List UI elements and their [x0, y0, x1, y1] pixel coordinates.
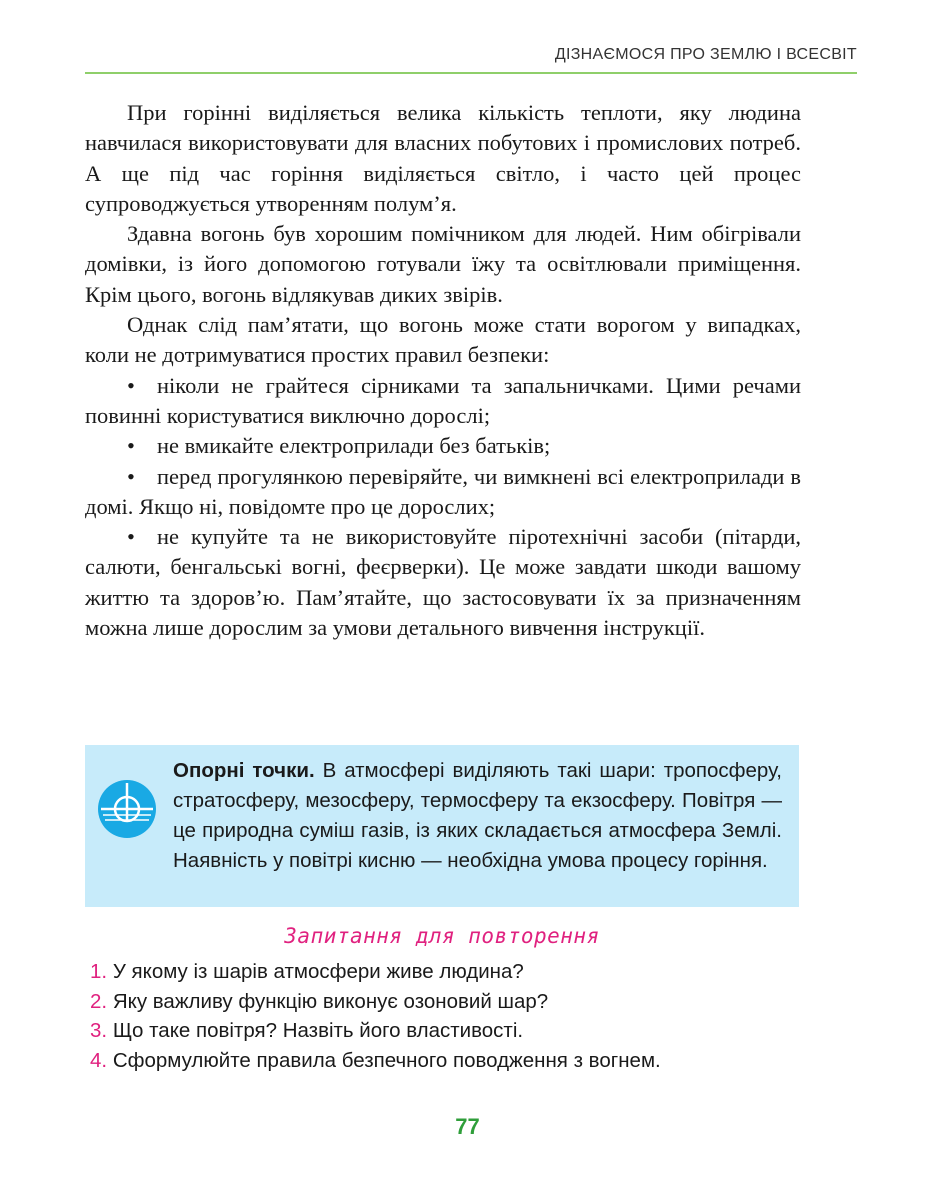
bullet-icon: •	[127, 433, 135, 459]
question-text: Що таке повітря? Назвіть його властивості.	[112, 1019, 524, 1042]
question-text: Яку важливу функцію виконує озоновий шар?	[112, 989, 549, 1013]
question-number: 3.	[90, 1019, 108, 1042]
bullet-icon: •	[127, 372, 135, 398]
question-text: Сформулюйте правила безпечного поводження з вогнем.	[112, 1048, 661, 1072]
question-number: 4.	[90, 1048, 108, 1072]
question-item	[90, 1016, 790, 1046]
safety-rule-item	[85, 462, 801, 523]
safety-rule-item	[85, 371, 801, 432]
safety-rule-text: не купуйте та не використовуйте піротехнічні засоби (пітарди, салюти, бенгальські вогні, феєрверки). Це може завдати шкоди вашому життю та здоров’ю. Пам’ятайте, що застосовувати їх за призначенням можна лише дорослим за умови детального вивчення інструкції.	[85, 524, 801, 641]
question-number: 1.	[90, 960, 108, 983]
paragraph: Здавна вогонь був хорошим помічником для людей. Ним обігрівали домівки, із його допомогою готували їжу та освітлювали приміщення. Крім цього, вогонь відлякував диких звірів.	[85, 221, 801, 307]
question-item	[90, 957, 790, 987]
page-header	[85, 44, 857, 76]
safety-rule-item	[85, 431, 801, 461]
target-reticle-icon	[97, 779, 157, 839]
page-number: 77	[455, 1114, 480, 1139]
header-divider	[85, 72, 857, 74]
safety-rule-text: не вмикайте електроприлади без батьків;	[157, 433, 551, 459]
question-number: 2.	[90, 989, 108, 1013]
bullet-icon: •	[127, 524, 135, 550]
section-title: ДІЗНАЄМОСЯ ПРО ЗЕМЛЮ І ВСЕСВІТ	[554, 46, 857, 63]
main-text	[85, 98, 801, 643]
safety-rule-text: перед прогулянкою перевіряйте, чи вимкнені всі електроприлади в домі. Якщо ні, повідомте про це дорослих;	[85, 463, 801, 519]
safety-rule-text: ніколи не грайтеся сірниками та запальничками. Цими речами повинні користуватися виключно дорослі;	[85, 372, 801, 428]
questions-heading: Запитання для повторення	[284, 924, 600, 948]
key-points-box	[85, 745, 799, 907]
review-questions-list	[90, 957, 790, 1075]
question-item	[90, 1046, 790, 1076]
question-text: У якому із шарів атмосфери живе людина?	[112, 960, 524, 983]
paragraph: При горінні виділяється велика кількість теплоти, яку людина навчилася використовувати для власних побутових і промислових потреб. А ще під час горіння виділяється світло, і часто цей процес супроводжується утворенням полум’я.	[85, 100, 801, 216]
bullet-icon: •	[127, 463, 135, 489]
safety-rule-item	[85, 522, 801, 643]
paragraph: Однак слід пам’ятати, що вогонь може стати ворогом у випадках, коли не дотримуватися простих правил безпеки:	[85, 312, 801, 368]
key-points-text	[173, 756, 782, 876]
key-points-title: Опорні точки.	[173, 759, 315, 782]
question-item	[90, 987, 790, 1017]
key-points-body: В атмосфері виділяють такі шари: тропосферу, стратосферу, мезосферу, термосферу та екзосферу. Повітря — це природна суміш газів, із яких складається атмосфера Землі. Наявність у повітрі кисню — необхідна умова процесу горіння.	[173, 759, 782, 872]
